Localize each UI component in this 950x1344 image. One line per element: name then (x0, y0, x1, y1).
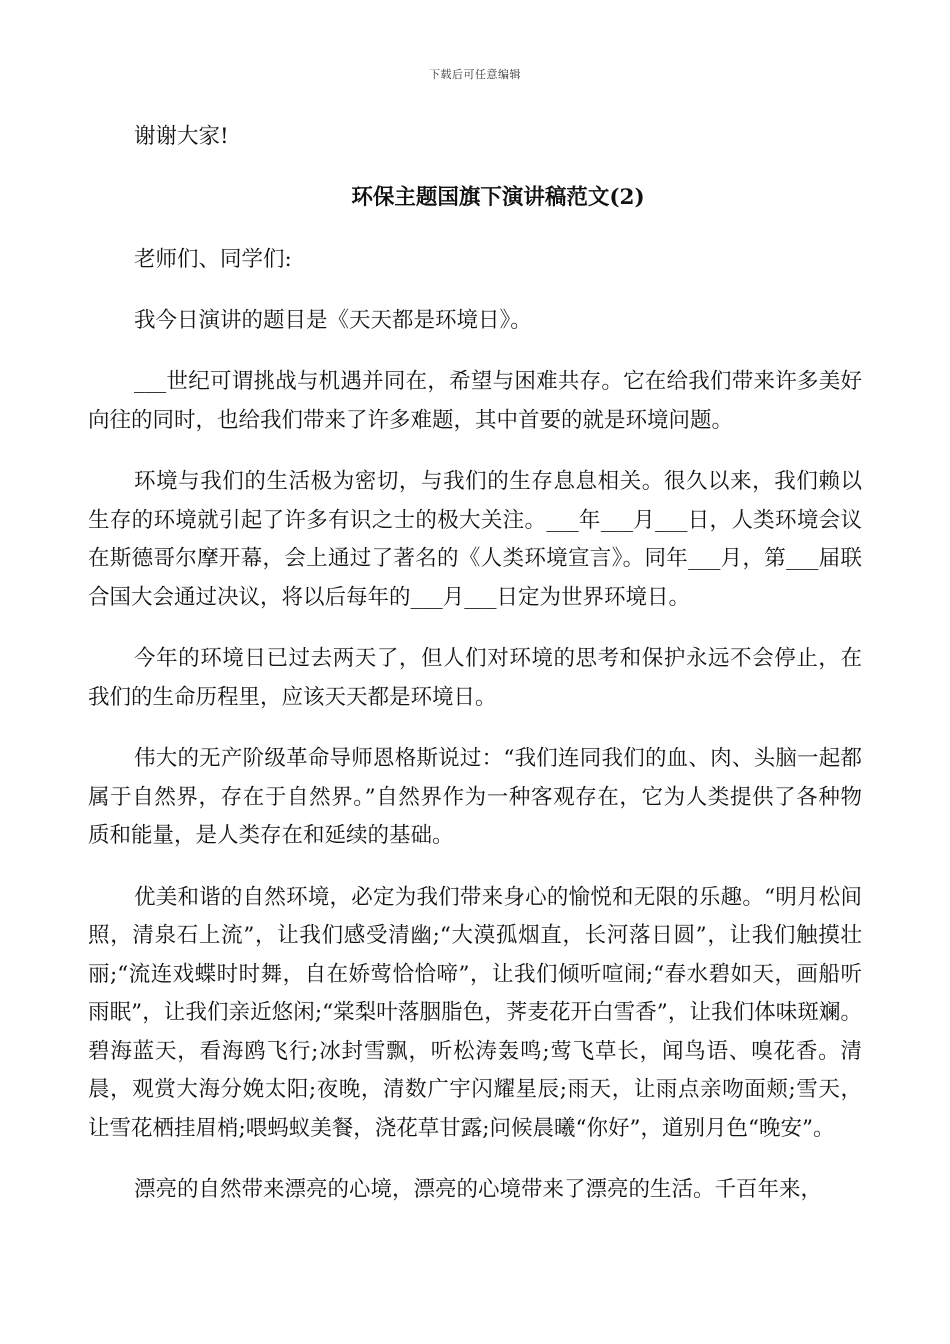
document-body (88, 118, 862, 1233)
paragraph: ___世纪可谓挑战与机遇并同在，希望与困难共存。它在给我们带来许多美好向往的同时，也给我们带来了许多难题，其中首要的就是环境问题。 (88, 369, 862, 433)
paragraph: 伟大的无产阶级革命导师恩格斯说过：“我们连同我们的血、肉、头脑一起都属于自然界，存在于自然界。”自然界作为一种客观存在，它为人类提供了各种物质和能量，是人类存在和延续的基础。 (88, 746, 862, 848)
paragraph: 漂亮的自然带来漂亮的心境，漂亮的心境带来了漂亮的生活。千百年来， (134, 1177, 823, 1202)
salutation: 老师们、同学们: (134, 247, 292, 272)
speech-title: 环保主题国旗下演讲稿范文(2) (351, 184, 645, 210)
paragraph: 优美和谐的自然环境，必定为我们带来身心的愉悦和无限的乐趣。“明月松间照，清泉石上流”，让我们感受清幽;“大漠孤烟直，长河落日圆”，让我们触摸壮丽;“流连戏蝶时时舞，自在娇莺恰恰啼”，让我们倾听喧闹;“春水碧如天，画船听雨眠”，让我们亲近悠闲;“棠梨叶落胭脂色，荠麦花开白雪香”，让我们体味斑斓。碧海蓝天，看海鸥飞行;冰封雪飘，听松涛轰鸣;莺飞草长，闻鸟语、嗅花香。清晨，观赏大海分娩太阳;夜晚，清数广宇闪耀星辰;雨天，让雨点亲吻面颊;雪天，让雪花栖挂眉梢;喂蚂蚁美餐，浇花草甘露;问候晨曦“你好”，道别月色“晚安”。 (88, 884, 862, 1141)
closing-line: 谢谢大家! (134, 124, 229, 149)
page-header-note: 下载后可任意编辑 (429, 68, 521, 81)
paragraph: 今年的环境日已过去两天了，但人们对环境的思考和保护永远不会停止，在我们的生命历程里，应该天天都是环境日。 (88, 646, 862, 710)
paragraph: 我今日演讲的题目是《天天都是环境日》。 (134, 307, 532, 333)
paragraph: 环境与我们的生活极为密切，与我们的生存息息相关。很久以来，我们赖以生存的环境就引起了许多有识之士的极大关注。___年___月___日，人类环境会议在斯德哥尔摩开幕，会上通过了著名的《人类环境宣言》。同年___月，第___届联合国大会通过决议，将以后每年的___月___日定为世界环境日。 (88, 469, 862, 610)
